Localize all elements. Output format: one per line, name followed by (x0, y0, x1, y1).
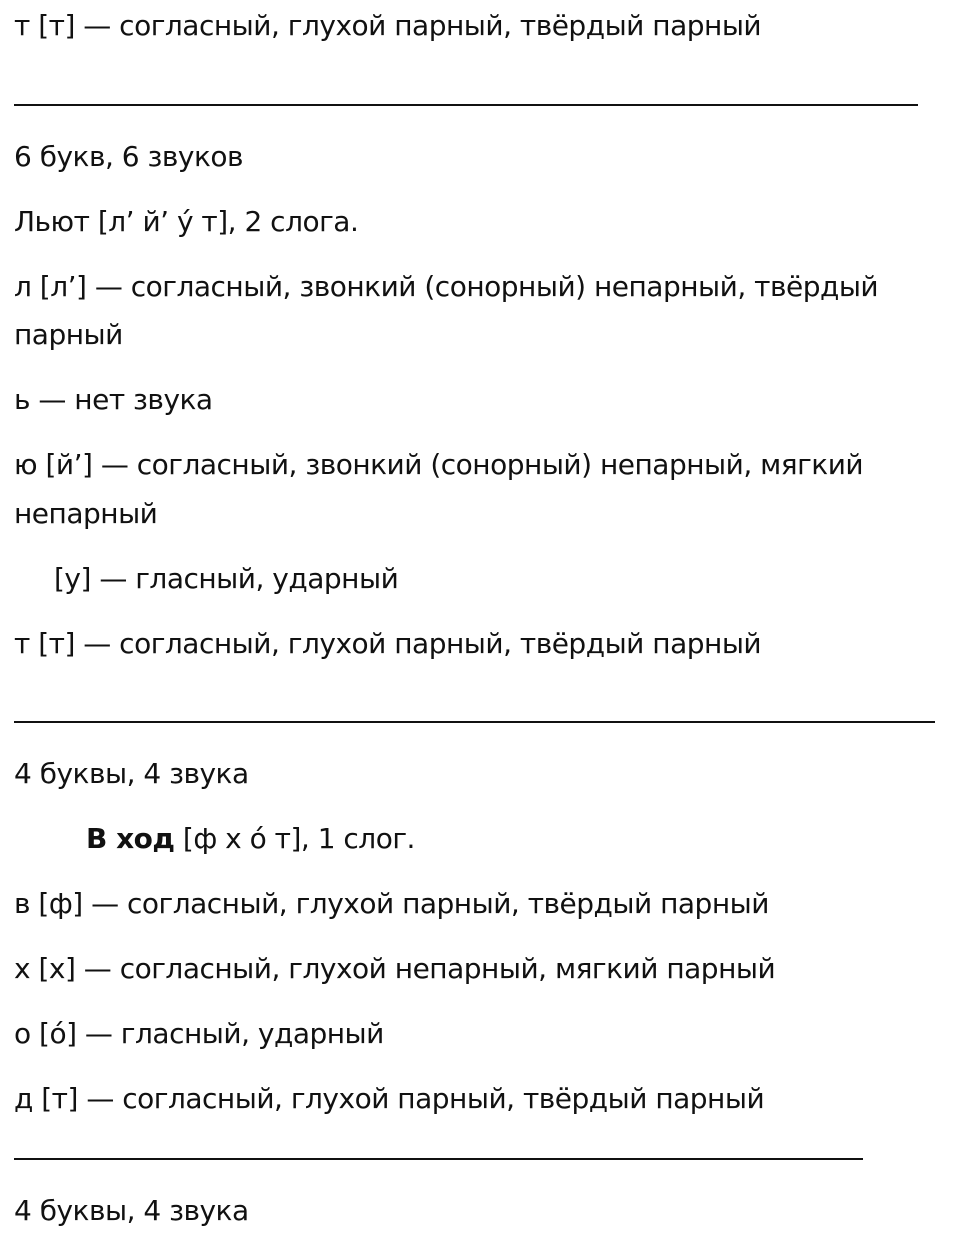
section-divider (14, 721, 935, 723)
word-bold: В ход (86, 822, 175, 855)
analysis-line: л [л’] — согласный, звонкий (сонорный) непарный, твёрдый (14, 270, 879, 303)
analysis-line: т [т] — согласный, глухой парный, твёрдый парный (14, 627, 762, 660)
analysis-line-continuation: непарный (14, 497, 158, 530)
section-divider (14, 1158, 863, 1160)
analysis-line: в [ф] — согласный, глухой парный, твёрдый парный (14, 887, 769, 920)
analysis-line: [у] — гласный, ударный (54, 562, 399, 595)
word-transcription (86, 815, 415, 863)
letter-sound-count: 4 буквы, 4 звука (14, 1194, 249, 1227)
letter-sound-count: 6 букв, 6 звуков (14, 140, 243, 173)
section-divider (14, 104, 918, 106)
analysis-line: о [о́] — гласный, ударный (14, 1017, 384, 1050)
analysis-line: т [т] — согласный, глухой парный, твёрдый парный (14, 9, 762, 42)
analysis-line-continuation: парный (14, 318, 123, 351)
analysis-line: ю [й’] — согласный, звонкий (сонорный) непарный, мягкий (14, 448, 864, 481)
letter-sound-count: 4 буквы, 4 звука (14, 757, 249, 790)
analysis-line: д [т] — согласный, глухой парный, твёрдый парный (14, 1082, 765, 1115)
word-transcription: Льют [л’ й’ у́ т], 2 слога. (14, 205, 359, 238)
word-transcription-rest: [ф х о́ т], 1 слог. (174, 822, 415, 855)
analysis-line: ь — нет звука (14, 383, 213, 416)
analysis-line: х [х] — согласный, глухой непарный, мягкий парный (14, 952, 776, 985)
